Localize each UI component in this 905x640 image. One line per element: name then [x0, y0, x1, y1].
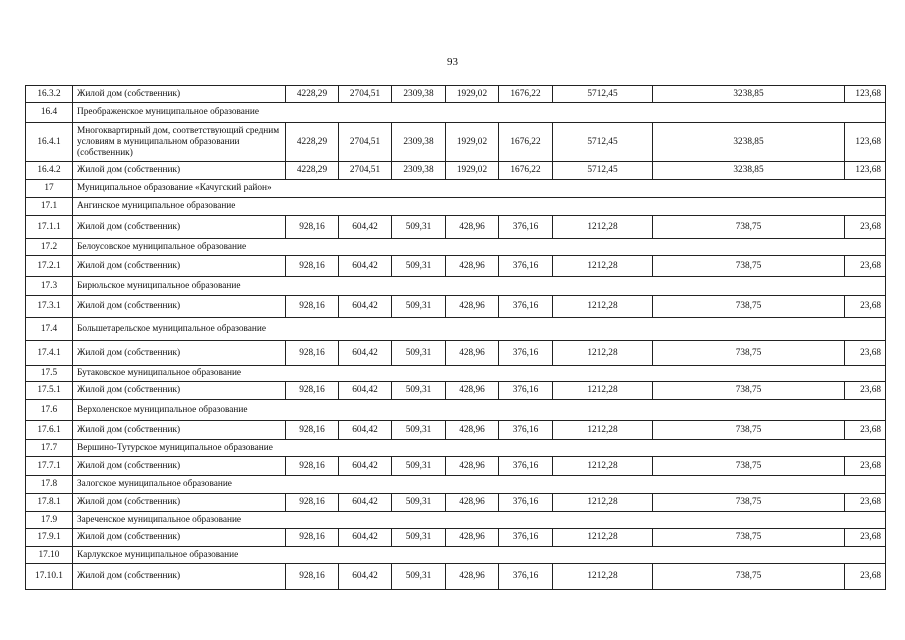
row-number: 17.4: [26, 318, 73, 341]
value-cell: 1929,02: [446, 123, 499, 162]
value-cell: 376,16: [499, 382, 553, 400]
row-number: 16.4: [26, 103, 73, 123]
object-name: Жилой дом (собственник): [73, 529, 286, 547]
object-name: Жилой дом (собственник): [73, 382, 286, 400]
table-row: [26, 457, 886, 476]
value-cell: 604,42: [339, 421, 392, 440]
table-row: [26, 296, 886, 318]
row-number: 17.9.1: [26, 529, 73, 547]
value-cell: 509,31: [392, 421, 446, 440]
value-cell: 738,75: [653, 256, 845, 277]
value-cell: 1212,28: [553, 457, 653, 476]
value-cell: 928,16: [286, 421, 339, 440]
value-cell: 604,42: [339, 457, 392, 476]
section-title: Большетарельское муниципальное образование: [73, 318, 886, 341]
value-cell: 1676,22: [499, 123, 553, 162]
section-row: [26, 366, 886, 382]
value-cell: 1929,02: [446, 162, 499, 180]
table-row: [26, 494, 886, 512]
value-cell: 5712,45: [553, 123, 653, 162]
value-cell: 928,16: [286, 529, 339, 547]
value-cell: 2704,51: [339, 123, 392, 162]
value-cell: 738,75: [653, 216, 845, 239]
value-cell: 928,16: [286, 296, 339, 318]
value-cell: 123,68: [845, 123, 886, 162]
section-title: Вершино-Тутурское муниципальное образование: [73, 440, 886, 457]
table-body: [26, 86, 886, 590]
section-row: [26, 198, 886, 216]
section-row: [26, 318, 886, 341]
value-cell: 928,16: [286, 256, 339, 277]
value-cell: 1929,02: [446, 86, 499, 103]
value-cell: 376,16: [499, 494, 553, 512]
value-cell: 604,42: [339, 341, 392, 366]
section-title: Бутаковское муниципальное образование: [73, 366, 886, 382]
value-cell: 2704,51: [339, 162, 392, 180]
value-cell: 23,68: [845, 529, 886, 547]
section-row: [26, 476, 886, 494]
value-cell: 1212,28: [553, 564, 653, 590]
object-name: Жилой дом (собственник): [73, 457, 286, 476]
value-cell: 376,16: [499, 341, 553, 366]
row-number: 17.8.1: [26, 494, 73, 512]
section-title: Зареченское муниципальное образование: [73, 512, 886, 529]
value-cell: 604,42: [339, 296, 392, 318]
value-cell: 376,16: [499, 529, 553, 547]
value-cell: 376,16: [499, 256, 553, 277]
value-cell: 23,68: [845, 216, 886, 239]
value-cell: 1212,28: [553, 341, 653, 366]
value-cell: 509,31: [392, 564, 446, 590]
section-title: Белоусовское муниципальное образование: [73, 239, 886, 256]
row-number: 17.10.1: [26, 564, 73, 590]
row-number: 17.6.1: [26, 421, 73, 440]
value-cell: 4228,29: [286, 123, 339, 162]
table-row: [26, 123, 886, 162]
section-row: [26, 239, 886, 256]
value-cell: 1676,22: [499, 162, 553, 180]
value-cell: 604,42: [339, 494, 392, 512]
value-cell: 123,68: [845, 86, 886, 103]
value-cell: 509,31: [392, 494, 446, 512]
table-row: [26, 216, 886, 239]
value-cell: 2704,51: [339, 86, 392, 103]
value-cell: 376,16: [499, 421, 553, 440]
value-cell: 376,16: [499, 564, 553, 590]
row-number: 17.10: [26, 547, 73, 564]
value-cell: 1212,28: [553, 382, 653, 400]
value-cell: 23,68: [845, 256, 886, 277]
value-cell: 738,75: [653, 341, 845, 366]
section-title: Карлукское муниципальное образование: [73, 547, 886, 564]
row-number: 17.2.1: [26, 256, 73, 277]
table-row: [26, 382, 886, 400]
value-cell: 1212,28: [553, 494, 653, 512]
page-number: 93: [447, 56, 458, 68]
table-row: [26, 564, 886, 590]
value-cell: 3238,85: [653, 162, 845, 180]
value-cell: 1212,28: [553, 216, 653, 239]
value-cell: 3238,85: [653, 86, 845, 103]
value-cell: 1212,28: [553, 421, 653, 440]
value-cell: 509,31: [392, 216, 446, 239]
row-number: 17.2: [26, 239, 73, 256]
value-cell: 509,31: [392, 341, 446, 366]
row-number: 17.7.1: [26, 457, 73, 476]
value-cell: 604,42: [339, 529, 392, 547]
value-cell: 928,16: [286, 382, 339, 400]
section-title: Муниципальное образование «Качугский район»: [73, 180, 886, 198]
value-cell: 738,75: [653, 564, 845, 590]
row-number: 16.4.1: [26, 123, 73, 162]
value-cell: 509,31: [392, 457, 446, 476]
value-cell: 928,16: [286, 216, 339, 239]
value-cell: 428,96: [446, 494, 499, 512]
tariff-table: [25, 85, 886, 590]
value-cell: 509,31: [392, 256, 446, 277]
value-cell: 428,96: [446, 382, 499, 400]
section-title: Залогское муниципальное образование: [73, 476, 886, 494]
table-row: [26, 256, 886, 277]
row-number: 17.5.1: [26, 382, 73, 400]
value-cell: 509,31: [392, 296, 446, 318]
value-cell: 738,75: [653, 529, 845, 547]
section-row: [26, 512, 886, 529]
value-cell: 509,31: [392, 382, 446, 400]
value-cell: 23,68: [845, 296, 886, 318]
value-cell: 5712,45: [553, 86, 653, 103]
value-cell: 738,75: [653, 494, 845, 512]
value-cell: 4228,29: [286, 86, 339, 103]
value-cell: 376,16: [499, 296, 553, 318]
value-cell: 4228,29: [286, 162, 339, 180]
section-title: Ангинское муниципальное образование: [73, 198, 886, 216]
value-cell: 738,75: [653, 457, 845, 476]
row-number: 17.1: [26, 198, 73, 216]
value-cell: 23,68: [845, 421, 886, 440]
section-row: [26, 180, 886, 198]
row-number: 17.5: [26, 366, 73, 382]
value-cell: 428,96: [446, 341, 499, 366]
object-name: Жилой дом (собственник): [73, 162, 286, 180]
row-number: 17.1.1: [26, 216, 73, 239]
value-cell: 1212,28: [553, 529, 653, 547]
object-name: Многоквартирный дом, соответствующий средним условиям в муниципальном образовании (собственник): [73, 123, 286, 162]
row-number: 17.3.1: [26, 296, 73, 318]
value-cell: 23,68: [845, 494, 886, 512]
value-cell: 376,16: [499, 457, 553, 476]
row-number: 16.3.2: [26, 86, 73, 103]
object-name: Жилой дом (собственник): [73, 86, 286, 103]
section-row: [26, 103, 886, 123]
value-cell: 123,68: [845, 162, 886, 180]
value-cell: 428,96: [446, 457, 499, 476]
value-cell: 23,68: [845, 564, 886, 590]
value-cell: 428,96: [446, 564, 499, 590]
value-cell: 928,16: [286, 494, 339, 512]
row-number: 17.3: [26, 277, 73, 296]
value-cell: 23,68: [845, 457, 886, 476]
table-row: [26, 341, 886, 366]
object-name: Жилой дом (собственник): [73, 564, 286, 590]
value-cell: 2309,38: [392, 123, 446, 162]
object-name: Жилой дом (собственник): [73, 216, 286, 239]
value-cell: 1212,28: [553, 296, 653, 318]
value-cell: 604,42: [339, 382, 392, 400]
row-number: 16.4.2: [26, 162, 73, 180]
object-name: Жилой дом (собственник): [73, 256, 286, 277]
table-row: [26, 529, 886, 547]
object-name: Жилой дом (собственник): [73, 494, 286, 512]
row-number: 17.4.1: [26, 341, 73, 366]
value-cell: 738,75: [653, 421, 845, 440]
row-number: 17.9: [26, 512, 73, 529]
section-row: [26, 547, 886, 564]
value-cell: 738,75: [653, 382, 845, 400]
value-cell: 428,96: [446, 256, 499, 277]
value-cell: 1676,22: [499, 86, 553, 103]
value-cell: 376,16: [499, 216, 553, 239]
section-title: Верхоленское муниципальное образование: [73, 400, 886, 421]
value-cell: 928,16: [286, 457, 339, 476]
object-name: Жилой дом (собственник): [73, 296, 286, 318]
value-cell: 428,96: [446, 421, 499, 440]
value-cell: 604,42: [339, 564, 392, 590]
section-title: Преображенское муниципальное образование: [73, 103, 886, 123]
section-row: [26, 400, 886, 421]
section-row: [26, 440, 886, 457]
table-row: [26, 86, 886, 103]
value-cell: 3238,85: [653, 123, 845, 162]
object-name: Жилой дом (собственник): [73, 421, 286, 440]
object-name: Жилой дом (собственник): [73, 341, 286, 366]
value-cell: 928,16: [286, 564, 339, 590]
value-cell: 604,42: [339, 216, 392, 239]
value-cell: 23,68: [845, 382, 886, 400]
value-cell: 23,68: [845, 341, 886, 366]
value-cell: 509,31: [392, 529, 446, 547]
row-number: 17.7: [26, 440, 73, 457]
section-title: Бирюльское муниципальное образование: [73, 277, 886, 296]
value-cell: 428,96: [446, 529, 499, 547]
value-cell: 1212,28: [553, 256, 653, 277]
value-cell: 2309,38: [392, 162, 446, 180]
value-cell: 428,96: [446, 216, 499, 239]
value-cell: 928,16: [286, 341, 339, 366]
value-cell: 428,96: [446, 296, 499, 318]
section-row: [26, 277, 886, 296]
value-cell: 738,75: [653, 296, 845, 318]
row-number: 17.8: [26, 476, 73, 494]
row-number: 17.6: [26, 400, 73, 421]
value-cell: 604,42: [339, 256, 392, 277]
value-cell: 2309,38: [392, 86, 446, 103]
table-row: [26, 162, 886, 180]
row-number: 17: [26, 180, 73, 198]
value-cell: 5712,45: [553, 162, 653, 180]
table-row: [26, 421, 886, 440]
